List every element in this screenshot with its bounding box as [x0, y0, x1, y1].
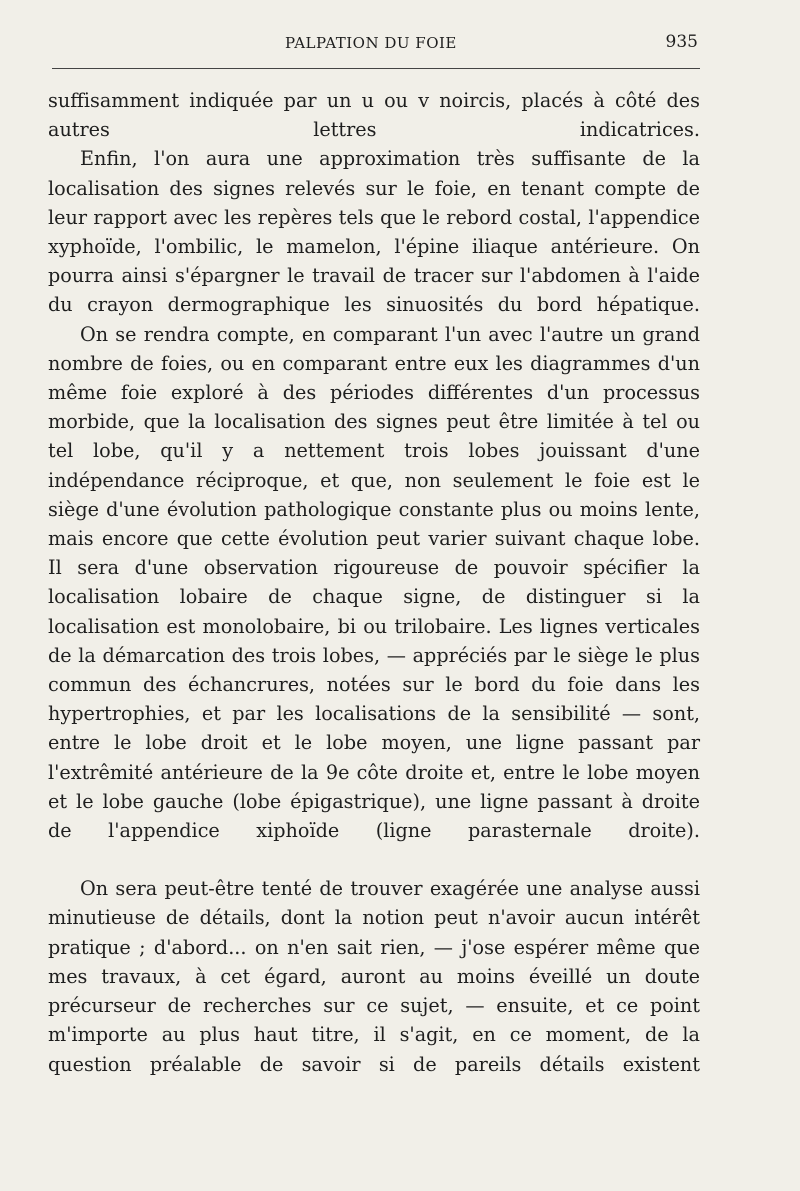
page-number: 935: [665, 32, 698, 52]
paragraph-analysis: On sera peut-être tenté de trouver exagérée une analyse aussi minutieuse de détails, dont la notion peut n'avoir aucun intérêt pratique ; d'abord... on n'en sait rien, — j'ose espérer même que mes travaux, à cet égard, auront au moins éveillé un doute précurseur de recherches sur ce sujet, — ensuite, et ce point m'importe au plus haut titre, il s'agit, en ce moment, de la question préalable de savoir si de pareils détails existent: [48, 877, 700, 1076]
paragraph-continuation: suffisamment indiquée par un u ou v noircis, placés à côté des autres lettres indicatrices.: [48, 89, 700, 142]
paragraph-localisation: Enfin, l'on aura une approximation très suffisante de la localisation des signes relevés sur le foie, en tenant compte de leur rapport avec les repères tels que le rebord costal, l'appendice xyphoïde, l'ombilic, le mamelon, l'épine iliaque antérieure. On pourra ainsi s'épargner le travail de tracer sur l'abdomen à l'aide du crayon dermographique les sinuosités du bord hépatique.: [48, 147, 700, 317]
header-rule: [52, 68, 700, 69]
body-text: [48, 86, 700, 1079]
running-title: PALPATION DU FOIE: [285, 34, 457, 52]
paragraph-lobes: On se rendra compte, en comparant l'un avec l'autre un grand nombre de foies, ou en comparant entre eux les diagrammes d'un même foie exploré à des périodes différentes d'un processus morbide, que la localisation des signes peut être limitée à tel ou tel lobe, qu'il y a nettement trois lobes jouissant d'une indépendance réciproque, et que, non seulement le foie est le siège d'une évolution pathologique constante plus ou moins lente, mais encore que cette évolution peut varier suivant chaque lobe. Il sera d'une observation rigoureuse de pouvoir spécifier la localisation lobaire de chaque signe, de distinguer si la localisation est monolobaire, bi ou trilobaire. Les lignes verticales de la démarcation des trois lobes, — appréciés par le siège le plus commun des échancrures, notées sur le bord du foie dans les hypertrophies, et par les localisations de la sensibilité — sont, entre le lobe droit et le lobe moyen, une ligne passant par l'extrêmité antérieure de la 9e côte droite et, entre le lobe moyen et le lobe gauche (lobe épigastrique), une ligne passant à droite de l'appendice xiphoïde (ligne parasternale droite).: [48, 322, 700, 843]
running-header: [48, 30, 698, 58]
